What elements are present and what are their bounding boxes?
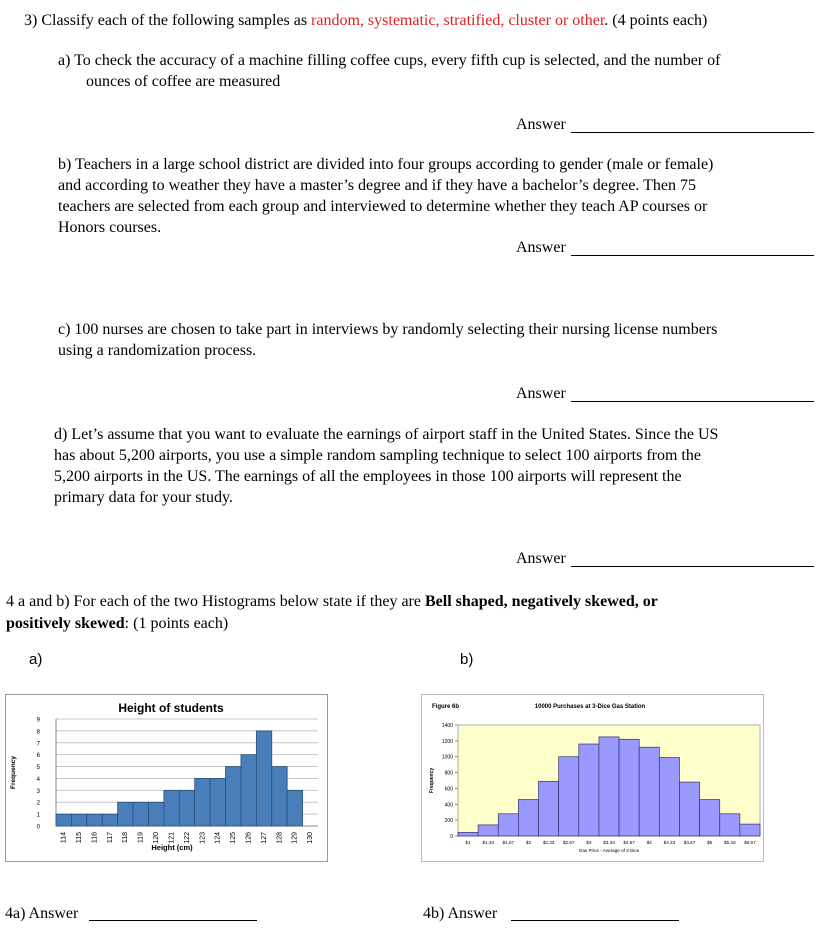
chart-a-xtick-label: 116 bbox=[91, 832, 99, 844]
chart-b-bar bbox=[559, 757, 579, 836]
chart-a-bar bbox=[133, 802, 148, 826]
chart-a-bar bbox=[179, 790, 194, 826]
chart-a-ylabel: Frequency bbox=[10, 756, 17, 789]
q3-heading bbox=[24, 10, 707, 32]
chart-b-bar bbox=[659, 758, 679, 836]
q3-suffix: . (4 points each) bbox=[604, 12, 708, 29]
chart-b-xtick-label: $1.67 bbox=[502, 840, 515, 845]
q3c-answer-label: Answer bbox=[516, 385, 566, 402]
chart-a-bar bbox=[118, 802, 133, 826]
q3-prefix: 3) Classify each of the following samples as bbox=[24, 12, 312, 29]
chart-b-xtick-label: $4 bbox=[646, 840, 652, 845]
q4-intro-tail: : (1 points each) bbox=[124, 615, 229, 632]
chart-a-xtick-label: 119 bbox=[137, 832, 145, 844]
chart-a-xtick-label: 115 bbox=[75, 832, 83, 844]
q3b-answer-line[interactable] bbox=[571, 255, 814, 256]
q4b-answer-label: 4b) Answer bbox=[423, 905, 498, 922]
chart-b-bar bbox=[539, 781, 559, 836]
chart-b-xtick-label: $4.33 bbox=[663, 840, 676, 845]
chart-b-bar bbox=[679, 782, 699, 836]
chart-b-bar bbox=[458, 832, 478, 836]
q3-options: random, systematic, stratified, cluster or other bbox=[311, 12, 605, 29]
chart-b-bar bbox=[619, 739, 639, 836]
q3b-line2: and according to weather they have a master’s degree and if they have a bachelor’s degree. Then 75 bbox=[58, 177, 696, 194]
chart-b-bar bbox=[700, 800, 720, 836]
chart-a-ytick-label: 8 bbox=[36, 729, 40, 736]
q4a-answer-label: 4a) Answer bbox=[5, 905, 79, 922]
q4-intro-bold2: positively skewed bbox=[6, 615, 125, 632]
chart-a-xtick-label: 127 bbox=[260, 832, 268, 844]
chart-a-xtick-label: 125 bbox=[230, 832, 238, 844]
q3c-answer-line[interactable] bbox=[571, 401, 814, 402]
chart-b-xtick-label: $1.33 bbox=[482, 840, 494, 845]
q3b-line3: teachers are selected from each group and interviewed to determine whether they teach AP courses or bbox=[58, 198, 708, 215]
chart-b-xtick-label: $5.33 bbox=[724, 840, 736, 845]
chart-a-bar bbox=[272, 767, 287, 826]
chart-b-ytick-label: 600 bbox=[444, 786, 453, 793]
chart-b-figure-label: Figure 6b bbox=[432, 704, 460, 710]
q3d-answer-label: Answer bbox=[516, 550, 566, 567]
q3d-line1: d) Let’s assume that you want to evaluate the earnings of airport staff in the United States. Since the US bbox=[54, 426, 719, 443]
chart-a-bar bbox=[164, 790, 179, 826]
chart-a-xtick-label: 114 bbox=[60, 832, 68, 844]
chart-a-xlabel: Height (cm) bbox=[151, 843, 193, 852]
chart-b-xlabel: Gas Price - Average of 3 Dice bbox=[578, 848, 640, 853]
q3c-line1: c) 100 nurses are chosen to take part in interviews by randomly selecting their nursing license numbers bbox=[58, 321, 718, 338]
chart-b-title: 10000 Purchases at 3-Dice Gas Station bbox=[534, 704, 646, 710]
chart-a-bar bbox=[56, 814, 71, 826]
chart-a-xtick-label: 129 bbox=[291, 832, 299, 844]
q3d-line3: 5,200 airports in the US. The earnings of all the employees in those 100 airports will represent the bbox=[54, 468, 682, 485]
chart-b-xtick-label: $2 bbox=[525, 840, 532, 845]
chart-b-bar bbox=[599, 737, 619, 836]
chart-a-xtick-label: 124 bbox=[214, 832, 222, 844]
chart-a-xtick-label: 130 bbox=[307, 832, 315, 844]
chart-a-bar bbox=[226, 767, 241, 826]
q3a-answer-line[interactable] bbox=[571, 132, 814, 133]
chart-b-bar bbox=[740, 824, 760, 836]
q4b-answer-line[interactable] bbox=[511, 920, 679, 921]
q4-intro-plain: 4 a and b) For each of the two Histograms below state if they are bbox=[6, 593, 425, 610]
chart-a-xtick-label: 128 bbox=[276, 832, 284, 844]
chart-a-ytick-label: 2 bbox=[36, 800, 40, 807]
chart-b-bar bbox=[579, 744, 599, 836]
chart-a-bar bbox=[87, 814, 102, 826]
q3b-answer-label: Answer bbox=[516, 239, 566, 256]
hist-a-label: a) bbox=[29, 651, 43, 668]
q4a-answer-line[interactable] bbox=[89, 920, 257, 921]
q4-intro-line1 bbox=[6, 591, 658, 613]
q3b-line4: Honors courses. bbox=[58, 219, 162, 236]
chart-a-ytick-label: 7 bbox=[36, 741, 40, 748]
q3b-line1: b) Teachers in a large school district are divided into four groups according to gender (male or female) bbox=[58, 156, 714, 173]
chart-b-ytick-label: 1200 bbox=[441, 738, 453, 745]
q3a-answer-label: Answer bbox=[516, 116, 566, 133]
chart-a-bar bbox=[71, 814, 86, 826]
histogram-a bbox=[6, 695, 327, 861]
q3a-line2: ounces of coffee are measured bbox=[86, 73, 281, 90]
chart-b-xtick-label: $5.67 bbox=[744, 840, 756, 845]
chart-b-bar bbox=[639, 747, 659, 836]
chart-a-xtick-label: 120 bbox=[153, 832, 161, 844]
chart-a-xtick-label: 126 bbox=[245, 832, 253, 844]
chart-b-ytick-label: 400 bbox=[444, 802, 453, 809]
chart-b-ylabel: Frequency bbox=[429, 767, 435, 794]
chart-b-ytick-label: 800 bbox=[444, 770, 453, 777]
chart-a-xtick-label: 123 bbox=[199, 832, 207, 844]
chart-b-xtick-label: $2.67 bbox=[562, 840, 575, 845]
chart-a-ytick-label: 6 bbox=[36, 753, 40, 760]
chart-b-xtick-label: $4.67 bbox=[683, 840, 696, 845]
chart-a-xtick-label: 118 bbox=[122, 832, 130, 844]
chart-a-xtick-label: 122 bbox=[183, 832, 191, 844]
chart-a-bar bbox=[210, 778, 225, 826]
q3d-line2: has about 5,200 airports, you use a simple random sampling technique to select 100 airports from the bbox=[54, 447, 701, 464]
q3d-answer-line[interactable] bbox=[571, 566, 814, 567]
hist-b-label: b) bbox=[460, 651, 474, 668]
chart-a-title: Height of students bbox=[118, 701, 224, 715]
chart-b-xtick-label: $3 bbox=[586, 840, 592, 845]
chart-a-ytick-label: 9 bbox=[36, 717, 40, 724]
chart-b-bar bbox=[518, 800, 538, 836]
chart-b-bar bbox=[720, 814, 740, 836]
chart-a-ytick-label: 3 bbox=[36, 788, 40, 795]
q4-intro-bold: Bell shaped, negatively skewed, or bbox=[424, 593, 658, 610]
chart-b-bar bbox=[498, 814, 518, 836]
chart-a-ytick-label: 0 bbox=[36, 824, 40, 831]
chart-b-bar bbox=[478, 825, 498, 836]
histogram-b bbox=[422, 695, 763, 861]
chart-b-ytick-label: 1000 bbox=[441, 754, 453, 761]
chart-a-bar bbox=[102, 814, 117, 826]
chart-a-bar bbox=[148, 802, 163, 826]
chart-a-xtick-label: 121 bbox=[168, 832, 176, 844]
histogram-b-frame bbox=[421, 694, 764, 862]
chart-b-xtick-label: $3.33 bbox=[603, 840, 615, 845]
chart-b-xtick-label: $3.67 bbox=[623, 840, 635, 845]
chart-a-bar bbox=[195, 778, 210, 826]
chart-a-ytick-label: 1 bbox=[36, 812, 40, 819]
chart-a-bar bbox=[241, 755, 256, 826]
chart-a-ytick-label: 5 bbox=[36, 765, 40, 772]
chart-a-xtick-label: 117 bbox=[106, 832, 114, 844]
chart-b-ytick-label: 1400 bbox=[441, 723, 453, 729]
q3c-line2: using a randomization process. bbox=[58, 342, 257, 359]
chart-b-xtick-label: $2.33 bbox=[542, 840, 555, 845]
q3a-line1: a) To check the accuracy of a machine filling coffee cups, every fifth cup is selected, and the number of bbox=[58, 52, 721, 69]
q3d-line4: primary data for your study. bbox=[54, 489, 233, 506]
chart-a-ytick-label: 4 bbox=[36, 776, 40, 783]
q4-intro-line2 bbox=[6, 613, 228, 635]
chart-a-bar bbox=[287, 790, 302, 826]
chart-b-xtick-label: $5 bbox=[707, 840, 713, 845]
chart-b-ytick-label: 0 bbox=[450, 834, 453, 840]
chart-b-ytick-label: 200 bbox=[444, 818, 453, 825]
chart-a-bar bbox=[256, 731, 271, 826]
chart-b-xtick-label: $1 bbox=[465, 840, 471, 845]
histogram-a-frame bbox=[5, 694, 328, 862]
